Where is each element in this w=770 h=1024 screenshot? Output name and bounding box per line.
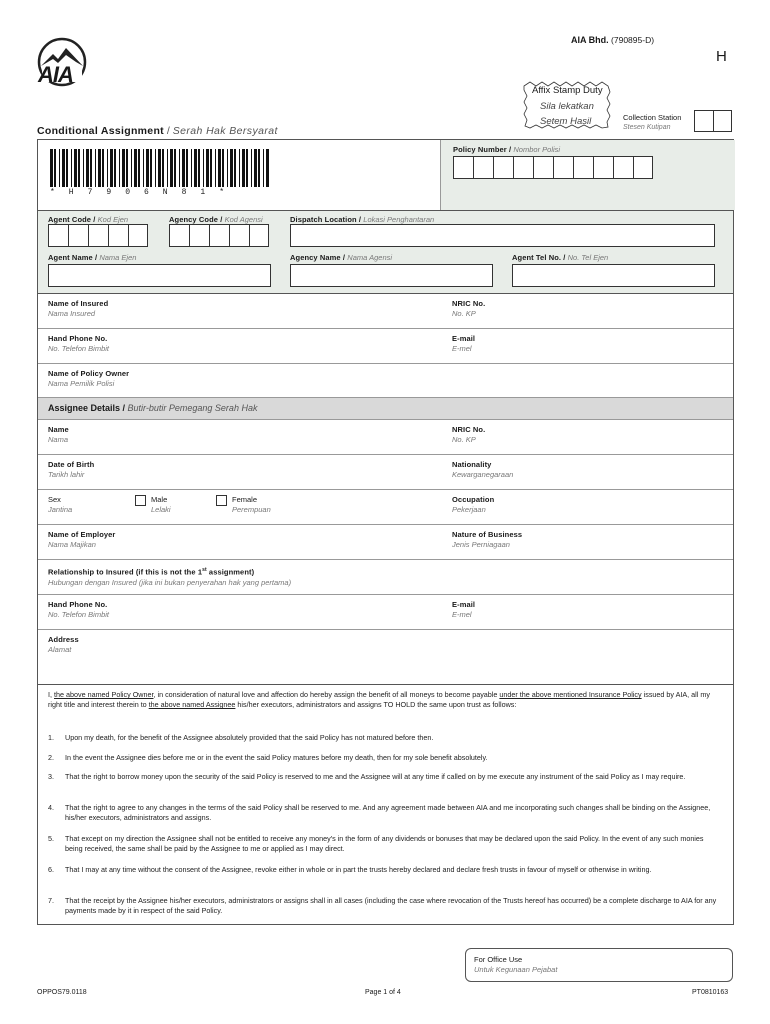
agent-name-my: Nama Ejen [99,253,137,262]
relationship-en [48,565,291,578]
barcode-bar [86,149,89,187]
form-title: Conditional Assignment / Serah Hak Bersyarat [37,125,278,137]
barcode-bar [179,149,180,187]
assignee-heading-en: Assignee Details [48,403,121,413]
list-text: In the event the Assignee dies before me or in the event the said Policy matures before my death, then for my sole benefit absolutely. [65,753,488,762]
insured-name-row[interactable] [38,294,733,328]
assignee-address-label [48,635,79,655]
assignee-phone-row[interactable] [38,595,733,629]
barcode-bar [174,149,176,187]
footer-form-code: OPPOS79.0118 [37,989,87,996]
policy-number-field[interactable] [453,156,653,179]
title-en: Conditional Assignment [37,125,164,137]
list-item [48,834,723,854]
dispatch-location-label: Dispatch Location / Lokasi Penghantaran [290,215,435,224]
logo-text: AIA [38,62,73,87]
aia-logo [36,36,88,88]
list-item [48,753,723,763]
barcode-bar [266,149,269,187]
office-use-box [465,948,733,982]
assignee-phone-my: No. Telefon Bimbit [48,610,110,619]
assignee-employer-row[interactable] [38,525,733,559]
insured-email-en: E-mail [452,334,476,343]
policy-label-en: Policy Number [453,145,507,154]
male-my: Lelaki [151,505,171,514]
declaration-intro [48,690,723,710]
policy-owner-label [48,369,129,389]
collection-station-label [623,113,681,133]
decl-p1: I, [48,690,54,699]
agent-tel-label: Agent Tel No. / No. Tel Ejen [512,253,609,262]
list-text: That the receipt by the Assignee his/her executors, administrators or assigns shall in all cases (including the case where revocation of the Trusts hereof has occurred) be a complete discharge to AIA for any payments made by it in respect of the said Policy. [65,896,717,915]
male-en: Male [151,495,168,504]
agency-code-label: Agency Code / Kod Agensi [169,215,263,224]
agency-code-my: Kod Agensi [224,215,263,224]
relationship-row[interactable] [38,560,733,594]
insured-email-my: E-mel [452,344,472,353]
assignee-business-label [452,530,522,550]
barcode-bar [218,149,221,187]
barcode-bar [50,149,53,187]
list-item [48,772,723,782]
assignee-dob-row[interactable] [38,455,733,489]
dispatch-location-field[interactable] [290,224,715,247]
barcode-bar [182,149,185,187]
insured-phone-label [48,334,109,354]
assignee-address-my: Alamat [48,645,72,654]
office-use-my: Untuk Kegunaan Pejabat [474,965,558,974]
policy-number-label: Policy Number / Nombor Polisi [453,145,561,154]
collection-station-field[interactable] [694,110,732,132]
barcode-bar [230,149,233,187]
assignee-email-en: E-mail [452,600,476,609]
barcode-bar [210,149,212,187]
agent-section [38,211,733,293]
collection-label-my: Stesen Kutipan [623,124,671,131]
assignee-phone-label [48,600,109,620]
assignee-address-en: Address [48,635,79,644]
decl-p7: his/her executors, administrators and assigns TO HOLD the same upon trust as follows: [235,700,517,709]
barcode-bar [119,149,120,187]
female-en: Female [232,495,258,504]
list-num: 2. [48,753,54,762]
assignee-business-en: Nature of Business [452,530,523,539]
assignee-employer-label [48,530,115,550]
relationship-sup: st [202,567,207,573]
assignee-nric-en: NRIC No. [452,425,486,434]
female-my: Perempuan [232,505,271,514]
barcode-bar [254,149,257,187]
relationship-text-a: Relationship to Insured (if this is not the 1 [48,567,203,577]
assignee-sex-label [48,495,72,515]
barcode-bar [131,149,132,187]
stamp-line3: Setem Hasil [540,116,592,127]
barcode-bar [62,149,65,187]
barcode-bar [110,149,113,187]
assignee-occupation-label [452,495,494,515]
assignee-nric-label [452,425,485,445]
footer-ref: PT0810163 [692,989,729,996]
assignee-name-row[interactable] [38,420,733,454]
male-label [151,495,171,515]
barcode-bar [162,149,164,187]
male-checkbox[interactable] [135,495,146,506]
assignee-name-my: Nama [48,435,69,444]
agent-name-label: Agent Name / Nama Ejen [48,253,137,262]
barcode-bar [71,149,72,187]
policy-owner-my: Nama Pemilik Polisi [48,379,115,388]
list-text: That the right to borrow money upon the security of the said Policy is reserved to me and the Assignee will at any time if called on by me execute any instrument of the said Policy as I may require. [65,772,686,781]
assignee-email-my: E-mel [452,610,472,619]
list-item [48,896,723,916]
list-num: 6. [48,865,54,874]
office-use-en: For Office Use [474,955,523,964]
agent-code-en: Agent Code [48,215,92,224]
insured-phone-row[interactable] [38,329,733,363]
assignee-heading: Assignee Details / Butir-butir Pemegang Serah Hak [48,403,258,413]
stamp-line2: Sila lekatkan [540,101,594,112]
company-info [571,35,654,45]
list-text: That I may at any time without the consent of the Assignee, revoke either in whole or in part the trusts hereby declared and declare fresh trusts in favour of myself or otherwise in writing. [65,865,652,874]
agent-tel-en: Agent Tel No. [512,253,562,262]
barcode-bar [102,149,104,187]
assignee-sex-my: Jantina [48,505,73,514]
decl-p2: the above named Policy Owner [54,690,154,699]
barcode-bar [122,149,125,187]
barcode-bar [114,149,116,187]
barcode-bar [263,149,264,187]
stamp-line1: Affix Stamp Duty [532,85,603,96]
list-text: Upon my death, for the benefit of the Assignee absolutely provided that the said Policy has not matured before then. [65,733,434,742]
barcode-text: * H 7 9 0 6 N 8 1 * [50,188,229,197]
barcode-bar [134,149,137,187]
insured-name-my: Nama Insured [48,309,96,318]
dispatch-en: Dispatch Location [290,215,357,224]
assignee-nationality-my: Kewarganegaraan [452,470,514,479]
barcode-bar [138,149,140,187]
barcode-bar [186,149,188,187]
assignee-occupation-en: Occupation [452,495,495,504]
form-code: H [716,48,727,65]
assignee-email-label [452,600,475,620]
barcode-bar [246,149,248,187]
assignee-occupation-my: Pekerjaan [452,505,486,514]
policy-owner-en: Name of Policy Owner [48,369,130,378]
agent-code-my: Kod Ejen [97,215,129,224]
agent-code-label: Agent Code / Kod Ejen [48,215,129,224]
barcode-bar [198,149,200,187]
list-item [48,803,723,823]
assignee-nric-my: No. KP [452,435,476,444]
barcode-bar [215,149,216,187]
barcode-bar [74,149,77,187]
assignee-address-row[interactable] [38,630,733,684]
assignee-dob-en: Date of Birth [48,460,95,469]
agent-name-en: Agent Name [48,253,93,262]
insured-email-label [452,334,475,354]
assignee-sex-row [38,490,733,524]
title-my: Serah Hak Bersyarat [172,125,278,137]
barcode-bar [66,149,68,187]
agent-name-field[interactable] [48,264,271,287]
barcode-bar [126,149,128,187]
footer-page-number: Page 1 of 4 [365,989,401,996]
list-text: That except on my direction the Assignee shall not be entitled to receive any money's in the form of any dividends or bonuses that may be declared upon the said Policy. In the event of any such monies being received, the same shall be paid by the Assignee to me or applied as I may direct. [65,834,704,853]
assignee-phone-en: Hand Phone No. [48,600,108,609]
decl-p5: issued by AIA, all my right title and interest therein to [48,690,710,709]
assignee-name-en: Name [48,425,69,434]
barcode-bar [206,149,209,187]
assignee-heading-bar [38,398,733,419]
barcode-bar [222,149,224,187]
agency-name-field[interactable] [290,264,493,287]
insured-phone-en: Hand Phone No. [48,334,108,343]
barcode-bar [146,149,149,187]
barcode-bar [203,149,204,187]
list-num: 4. [48,803,54,812]
agency-name-my: Nama Agensi [347,253,393,262]
barcode-bar [150,149,152,187]
assignee-sex-en: Sex [48,495,61,504]
relationship-my: Hubungan dengan Insured (jika ini bukan penyerahan hak yang pertama) [48,577,292,587]
insured-nric-my: No. KP [452,309,476,318]
agent-code-field[interactable] [48,224,148,247]
agency-code-en: Agency Code [169,215,219,224]
assignee-dob-my: Tarikh lahir [48,470,85,479]
barcode-bar [54,149,56,187]
barcode-bar [242,149,245,187]
insured-name-label [48,299,108,319]
relationship-text-b: assignment) [206,567,255,577]
policy-number-panel [440,140,735,210]
barcode-bar [234,149,236,187]
female-checkbox[interactable] [216,495,227,506]
assignee-business-my: Jenis Perniagaan [452,540,510,549]
barcode-bar [59,149,60,187]
barcode-bar [143,149,144,187]
barcode-bar [155,149,156,187]
barcode-bar [90,149,92,187]
agent-tel-my: No. Tel Ejen [567,253,609,262]
barcode-bar [95,149,96,187]
insured-phone-my: No. Telefon Bimbit [48,344,110,353]
agency-name-label: Agency Name / Nama Agensi [290,253,393,262]
insured-nric-label [452,299,485,319]
list-item [48,733,723,743]
collection-label-en: Collection Station [623,113,682,122]
form-body [37,139,734,925]
barcode-bar [258,149,260,187]
assignee-employer-my: Nama Majikan [48,540,96,549]
list-num: 7. [48,896,54,905]
barcode-bar [167,149,168,187]
assignee-name-label [48,425,69,445]
barcode-bar [78,149,80,187]
insured-name-en: Name of Insured [48,299,109,308]
female-label [232,495,271,515]
assignee-employer-en: Name of Employer [48,530,116,539]
barcode-bar [98,149,101,187]
insured-nric-en: NRIC No. [452,299,486,308]
list-item [48,865,723,875]
list-num: 3. [48,772,54,781]
assignee-nationality-en: Nationality [452,460,492,469]
barcode-bar [158,149,161,187]
assignee-nationality-label [452,460,513,480]
stamp-duty-box [522,80,612,130]
barcode-bar [227,149,228,187]
policy-owner-row[interactable] [38,364,733,397]
list-text: That the right to agree to any changes in the terms of the said Policy shall be reserved to me. And any agreement made between AIA and me incorporating such changes shall be binding on the Assignee, his/her executors, administrators and assigns. [65,803,711,822]
agency-name-en: Agency Name [290,253,341,262]
decl-p3: , in consideration of natural love and affection do hereby assign the benefit of all moneys to become payable [153,690,500,699]
barcode-icon [50,149,272,189]
policy-label-my: Nombor Polisi [513,145,561,154]
barcode-bar [107,149,108,187]
list-num: 5. [48,834,54,843]
collection-cell[interactable] [694,110,713,132]
decl-p4: under the above mentioned Insurance Policy [499,690,642,699]
agency-code-field[interactable] [169,224,269,247]
decl-p6: the above named Assignee [148,700,236,709]
dispatch-my: Lokasi Penghantaran [363,215,435,224]
barcode-bar [251,149,252,187]
barcode-section [38,140,735,210]
assignee-dob-label [48,460,94,480]
barcode-bar [191,149,192,187]
agent-tel-field[interactable] [512,264,715,287]
barcode-bar [194,149,197,187]
company-name: AIA Bhd. [571,35,609,45]
collection-cell[interactable] [713,110,732,132]
barcode-bar [83,149,84,187]
company-reg: (790895-D) [611,35,655,45]
list-num: 1. [48,733,54,742]
assignee-heading-my: Butir-butir Pemegang Serah Hak [127,403,258,413]
barcode-bar [239,149,240,187]
barcode-bar [170,149,173,187]
relationship-label [48,565,291,588]
